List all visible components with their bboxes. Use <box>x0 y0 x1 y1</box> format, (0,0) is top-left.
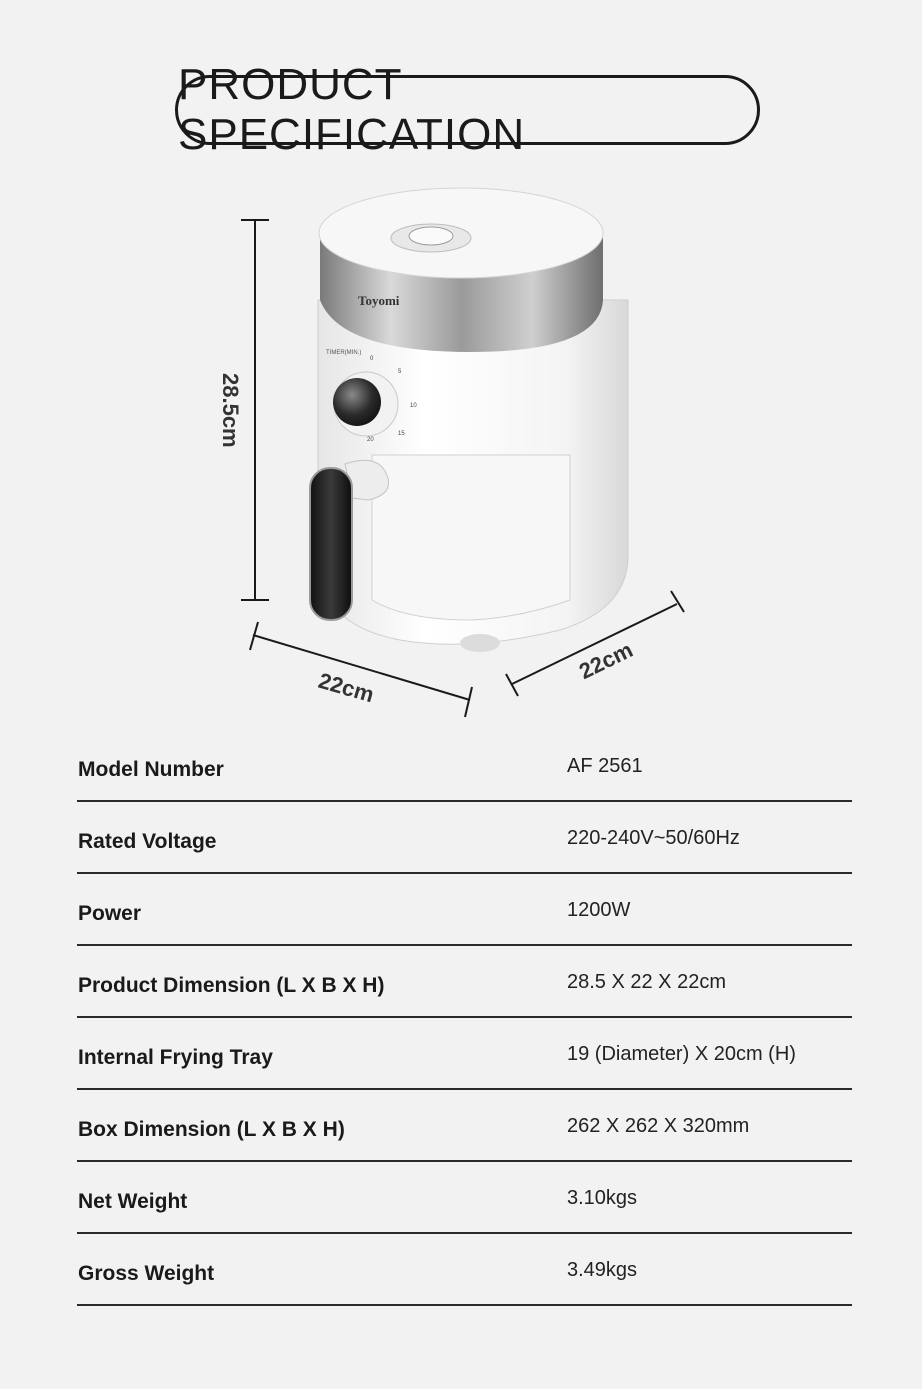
spec-row <box>77 874 852 946</box>
spec-label: Internal Frying Tray <box>78 1046 273 1069</box>
spec-value: 28.5 X 22 X 22cm <box>567 971 726 993</box>
spec-row <box>77 1162 852 1234</box>
spec-value: 19 (Diameter) X 20cm (H) <box>567 1043 796 1065</box>
product-illustration <box>0 160 922 740</box>
spec-value: AF 2561 <box>567 755 643 777</box>
spec-row <box>77 1018 852 1090</box>
page-title: PRODUCT SPECIFICATION <box>175 75 760 145</box>
dial-tick: 5 <box>398 369 402 375</box>
air-fryer-image <box>0 160 922 740</box>
dial-tick: 20 <box>367 437 374 443</box>
spec-value: 220-240V~50/60Hz <box>567 827 740 849</box>
dial-tick: 15 <box>398 431 405 437</box>
spec-value: 3.49kgs <box>567 1259 638 1281</box>
spec-value: 3.10kgs <box>567 1187 638 1209</box>
spec-row <box>77 1234 852 1306</box>
spec-row <box>77 1090 852 1162</box>
dial-tick: 10 <box>410 403 417 409</box>
dial-tick: 0 <box>370 356 374 362</box>
spec-value: 1200W <box>567 899 631 921</box>
spec-label: Power <box>78 902 142 925</box>
spec-row <box>77 802 852 874</box>
spec-row <box>77 730 852 802</box>
height-dimension-label: 28.5cm <box>218 373 243 448</box>
spec-table <box>77 730 852 1306</box>
depth-dimension-label: 22cm <box>575 636 637 685</box>
spec-label: Net Weight <box>78 1190 188 1213</box>
spec-label: Rated Voltage <box>78 830 217 853</box>
spec-label: Model Number <box>78 758 224 781</box>
brand-logo: Toyomi <box>358 293 400 308</box>
spec-value: 262 X 262 X 320mm <box>567 1115 750 1137</box>
width-dimension-label: 22cm <box>315 667 377 708</box>
dial-label: TIMER(MIN.) <box>326 350 362 356</box>
spec-label: Product Dimension (L X B X H) <box>78 974 385 997</box>
spec-row <box>77 946 852 1018</box>
spec-label: Box Dimension (L X B X H) <box>78 1118 345 1141</box>
spec-label: Gross Weight <box>78 1262 215 1285</box>
